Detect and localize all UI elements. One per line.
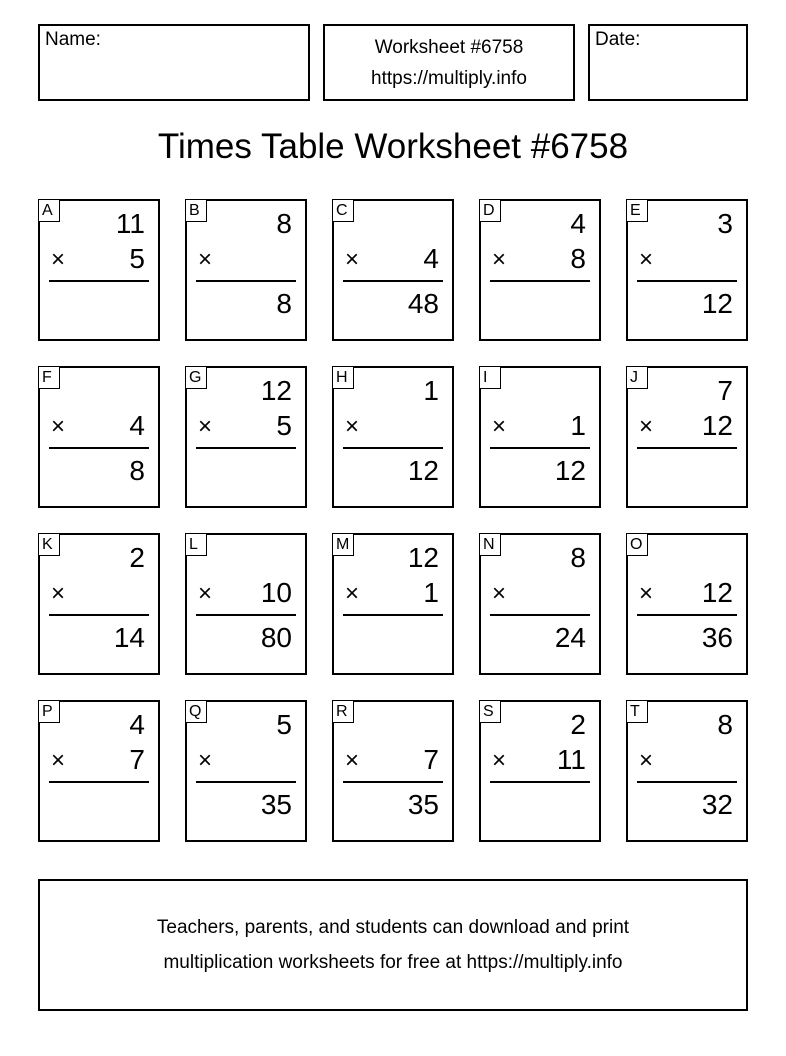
answer-rule-line — [490, 614, 590, 616]
problem-product: 35 — [407, 789, 439, 820]
answer-rule-line — [637, 781, 737, 783]
problem-multiplier: 12 — [701, 410, 733, 441]
answer-rule-line — [196, 280, 296, 282]
problem-multiplicand: 8 — [276, 208, 292, 239]
problem-letter: S — [479, 700, 501, 723]
problem-multiplicand: 4 — [570, 208, 586, 239]
name-label: Name: — [45, 29, 101, 50]
answer-rule-line — [343, 447, 443, 449]
problem-multiplier: 12 — [701, 577, 733, 608]
problem-multiplier: 4 — [129, 410, 145, 441]
multiply-sign: × — [51, 413, 66, 440]
problem-product: 24 — [554, 622, 586, 653]
problem-card — [626, 533, 748, 675]
problem-multiplier: 5 — [276, 410, 292, 441]
multiply-sign: × — [492, 580, 507, 607]
problem-multiplier: 8 — [570, 243, 586, 274]
answer-rule-line — [49, 614, 149, 616]
problem-letter: O — [626, 533, 648, 556]
problem-product: 35 — [260, 789, 292, 820]
answer-rule-line — [490, 781, 590, 783]
problem-multiplicand: 11 — [115, 208, 145, 239]
problem-letter: R — [332, 700, 354, 723]
multiply-sign: × — [345, 413, 360, 440]
problem-letter: N — [479, 533, 501, 556]
problem-letter: L — [185, 533, 207, 556]
multiply-sign: × — [639, 580, 654, 607]
problem-card — [185, 199, 307, 341]
multiply-sign: × — [198, 246, 213, 273]
problem-card — [332, 533, 454, 675]
name-field-box — [38, 24, 310, 101]
answer-rule-line — [637, 280, 737, 282]
problem-card — [479, 366, 601, 508]
answer-rule-line — [49, 447, 149, 449]
problem-card — [626, 700, 748, 842]
footer-line-2: multiplication worksheets for free at https://multiply.info — [163, 952, 623, 973]
footer-line-1: Teachers, parents, and students can download and print — [156, 917, 630, 938]
problem-letter: J — [626, 366, 648, 389]
multiply-sign: × — [639, 413, 654, 440]
problem-multiplier: 5 — [129, 243, 145, 274]
multiply-sign: × — [198, 747, 213, 774]
multiply-sign: × — [492, 246, 507, 273]
worksheet-number: Worksheet #6758 — [374, 37, 524, 58]
problem-multiplicand: 2 — [570, 709, 586, 740]
problem-multiplier: 11 — [556, 744, 586, 775]
problem-letter: P — [38, 700, 60, 723]
multiply-sign: × — [198, 413, 213, 440]
problem-letter: C — [332, 199, 354, 222]
problem-multiplier: 10 — [260, 577, 292, 608]
problem-product: 12 — [407, 455, 439, 486]
problem-multiplicand: 1 — [423, 375, 439, 406]
answer-rule-line — [343, 781, 443, 783]
multiply-sign: × — [345, 747, 360, 774]
answer-rule-line — [49, 280, 149, 282]
multiply-sign: × — [639, 246, 654, 273]
page-title: Times Table Worksheet #6758 — [157, 127, 629, 166]
problem-card — [479, 700, 601, 842]
problem-card — [38, 199, 160, 341]
answer-rule-line — [49, 781, 149, 783]
answer-rule-line — [490, 280, 590, 282]
problem-card — [332, 366, 454, 508]
problem-letter: T — [626, 700, 648, 723]
problem-letter: K — [38, 533, 60, 556]
problem-product: 32 — [701, 789, 733, 820]
problem-multiplier: 7 — [423, 744, 439, 775]
problem-card — [479, 533, 601, 675]
problem-letter: B — [185, 199, 207, 222]
answer-rule-line — [490, 447, 590, 449]
problem-multiplicand: 7 — [717, 375, 733, 406]
problem-multiplicand: 4 — [129, 709, 145, 740]
answer-rule-line — [343, 280, 443, 282]
multiply-sign: × — [51, 246, 66, 273]
answer-rule-line — [637, 447, 737, 449]
problem-letter: D — [479, 199, 501, 222]
problem-multiplier: 7 — [129, 744, 145, 775]
problem-card — [38, 533, 160, 675]
problem-product: 36 — [701, 622, 733, 653]
multiply-sign: × — [639, 747, 654, 774]
problem-card — [38, 366, 160, 508]
problem-multiplicand: 8 — [570, 542, 586, 573]
multiply-sign: × — [198, 580, 213, 607]
problem-letter: I — [479, 366, 501, 389]
problem-letter: A — [38, 199, 60, 222]
multiply-sign: × — [345, 246, 360, 273]
problem-product: 80 — [260, 622, 292, 653]
footer-note-box — [38, 879, 748, 1011]
problem-card — [185, 366, 307, 508]
worksheet-info-box — [323, 24, 575, 101]
problem-card — [626, 366, 748, 508]
problem-multiplicand: 8 — [717, 709, 733, 740]
problem-grid — [38, 199, 750, 842]
problem-product: 12 — [701, 288, 733, 319]
multiply-sign: × — [492, 413, 507, 440]
problem-multiplicand: 5 — [276, 709, 292, 740]
problem-multiplier: 1 — [570, 410, 586, 441]
problem-multiplier: 1 — [423, 577, 439, 608]
problem-card — [626, 199, 748, 341]
answer-rule-line — [196, 781, 296, 783]
answer-rule-line — [196, 614, 296, 616]
problem-card — [332, 199, 454, 341]
problem-multiplier: 4 — [423, 243, 439, 274]
problem-multiplicand: 12 — [407, 542, 439, 573]
multiply-sign: × — [345, 580, 360, 607]
problem-letter: G — [185, 366, 207, 389]
answer-rule-line — [343, 614, 443, 616]
problem-multiplicand: 12 — [260, 375, 292, 406]
problem-letter: E — [626, 199, 648, 222]
problem-product: 48 — [407, 288, 439, 319]
problem-letter: H — [332, 366, 354, 389]
problem-card — [185, 700, 307, 842]
problem-product: 8 — [276, 288, 292, 319]
answer-rule-line — [637, 614, 737, 616]
problem-card — [38, 700, 160, 842]
problem-multiplicand: 3 — [717, 208, 733, 239]
problem-card — [479, 199, 601, 341]
problem-card — [332, 700, 454, 842]
multiply-sign: × — [51, 580, 66, 607]
problem-card — [185, 533, 307, 675]
date-field-box — [588, 24, 748, 101]
problem-product: 12 — [554, 455, 586, 486]
site-url: https://multiply.info — [371, 68, 527, 89]
problem-letter: M — [332, 533, 354, 556]
problem-letter: Q — [185, 700, 207, 723]
problem-product: 8 — [129, 455, 145, 486]
multiply-sign: × — [51, 747, 66, 774]
problem-product: 14 — [113, 622, 145, 653]
problem-letter: F — [38, 366, 60, 389]
date-label: Date: — [595, 29, 641, 50]
problem-multiplicand: 2 — [129, 542, 145, 573]
answer-rule-line — [196, 447, 296, 449]
multiply-sign: × — [492, 747, 507, 774]
